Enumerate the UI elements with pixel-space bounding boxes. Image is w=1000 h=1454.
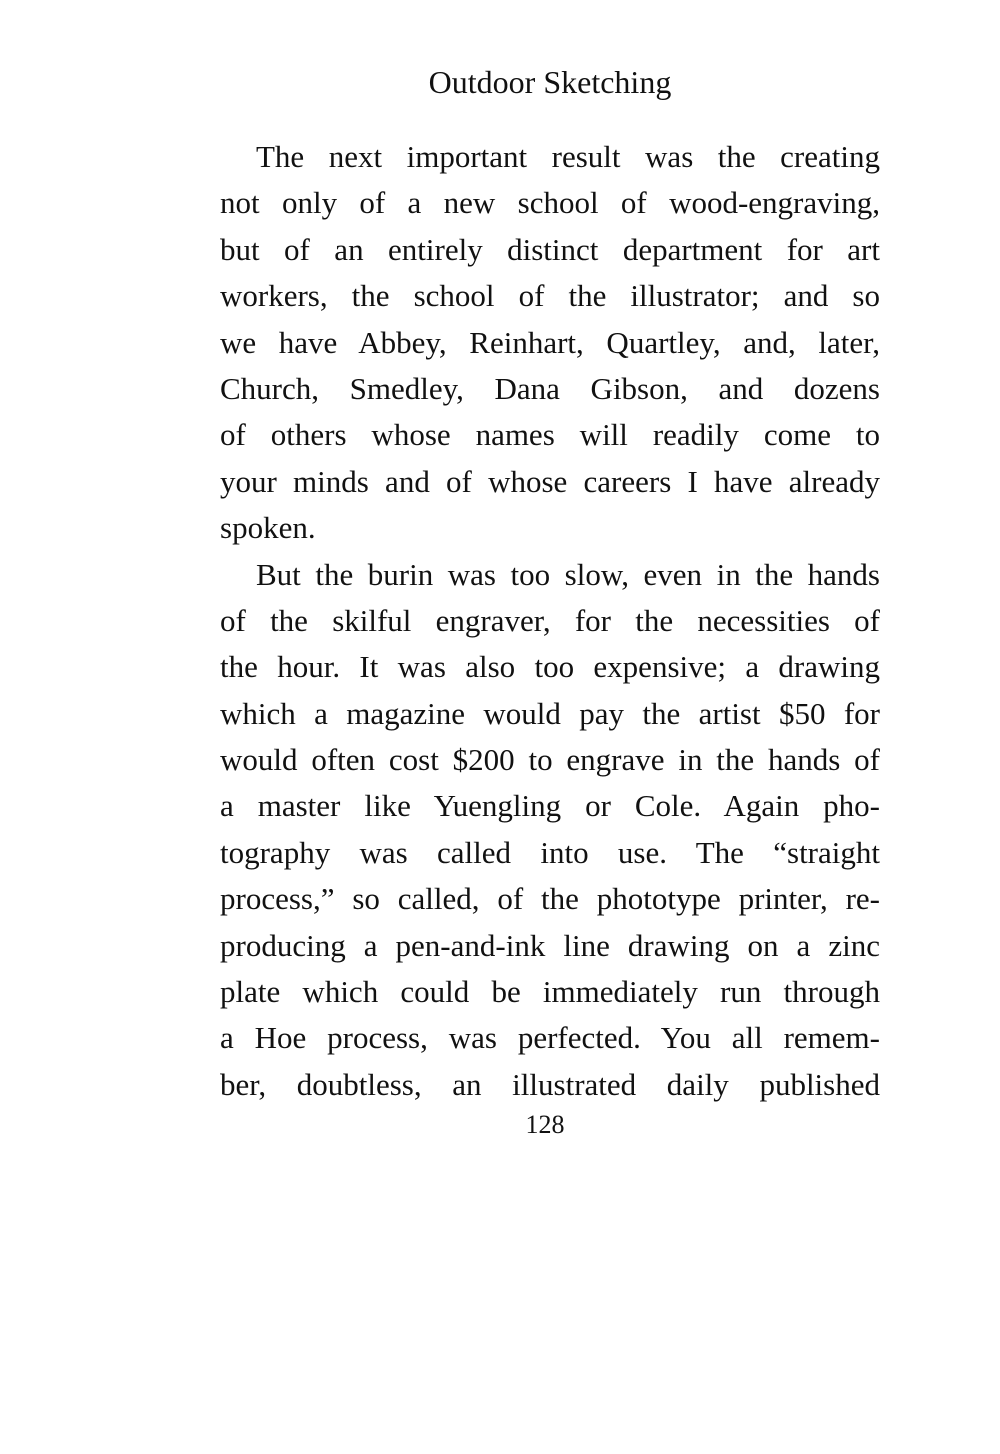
text-line: but of an entirely distinct department for art <box>220 231 880 267</box>
text-line: tography was called into use. The “straight <box>220 834 880 870</box>
text-line: would often cost $200 to engrave in the hands of <box>220 742 880 778</box>
paragraph-2 <box>220 552 880 1109</box>
running-title: Outdoor Sketching <box>428 64 672 100</box>
text-line: we have Abbey, Reinhart, Quartley, and, later, <box>220 324 880 360</box>
page-number: 128 <box>525 1110 565 1139</box>
text-line: a Hoe process, was perfected. You all remem- <box>220 1020 880 1056</box>
text-line: process,” so called, of the phototype printer, re- <box>220 881 880 917</box>
text-line: your minds and of whose careers I have already <box>220 463 880 499</box>
text-line: The next important result was the creating <box>256 139 880 174</box>
text-line: the hour. It was also too expensive; a drawing <box>220 649 880 685</box>
text-line: of others whose names will readily come to <box>220 417 880 453</box>
text-line: plate which could be immediately run through <box>220 974 880 1010</box>
text-line: ber, doubtless, an illustrated daily published <box>220 1066 880 1102</box>
text-line: Church, Smedley, Dana Gibson, and dozens <box>220 370 880 406</box>
body-text <box>220 134 880 1108</box>
paragraph-1 <box>220 134 880 552</box>
text-line: producing a pen-and-ink line drawing on a zinc <box>220 927 880 963</box>
text-line: workers, the school of the illustrator; and so <box>220 278 880 314</box>
text-line: of the skilful engraver, for the necessities of <box>220 602 880 638</box>
text-line: a master like Yuengling or Cole. Again pho- <box>220 788 880 824</box>
text-line: which a magazine would pay the artist $50 for <box>220 695 880 731</box>
text-line: not only of a new school of wood-engraving, <box>220 185 880 221</box>
text-line: spoken. <box>220 510 316 546</box>
text-line: But the burin was too slow, even in the hands <box>256 556 880 592</box>
